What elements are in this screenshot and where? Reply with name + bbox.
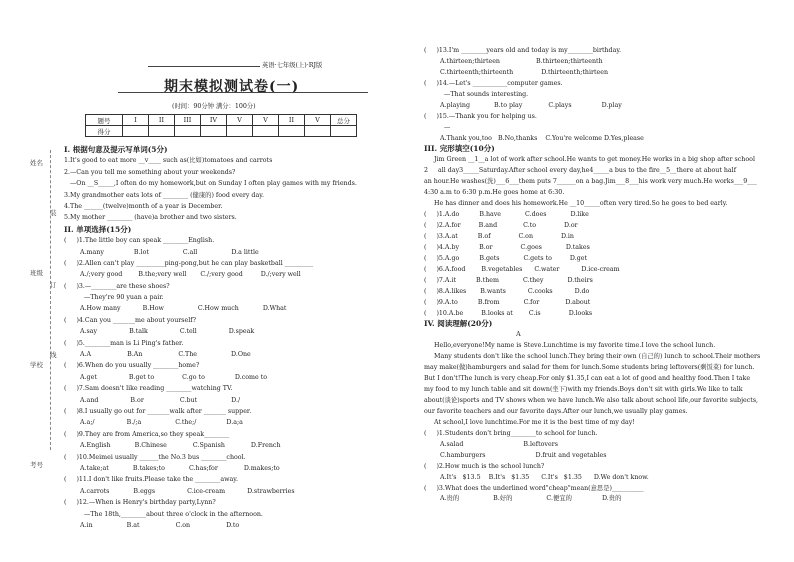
text-line: — <box>424 123 451 131</box>
score-cell <box>149 126 175 137</box>
text-line: —That sounds interesting. <box>424 90 529 98</box>
text-line: ( )4.A.by B.or C.goes D.takes <box>424 243 590 251</box>
gutter-label-class: 班级 <box>30 269 43 277</box>
text-line: A.Thank you,too B.No,thanks C.You're welcome D.Yes,please <box>424 134 644 142</box>
score-table <box>85 114 357 137</box>
text-line: ( )2.A.for B.and C.to D.or <box>424 222 578 229</box>
text-line: about(谈论)sports and TV shows when we have lunch.We also talk about school life,our favorite subjects, <box>424 397 759 404</box>
score-cell <box>175 126 201 137</box>
text-line: ( )2.Allen can't play _________ping-pong,but he can play basketball _________ <box>64 259 314 267</box>
score-cell <box>279 126 305 137</box>
text-line: ( )3.A.at B.of C.on D.in <box>424 232 574 240</box>
text-line: ( )3.What does the underlined word"cheap"mean(意思是)__________ <box>424 484 644 492</box>
text-line: C.hamburgers D.fruit and vegetables <box>424 451 607 459</box>
text-line: ( )5.________man is Li Ping's father. <box>64 339 184 347</box>
text-line: ( )9.A.to B.from C.for D.about <box>424 298 591 306</box>
text-line: ( )12.—When is Henry's birthday party,Lynn? <box>64 499 216 507</box>
text-line: A.many B.lot C.all D.a little <box>64 248 259 256</box>
text-line: 3.My grandmother eats lots of ________ (健康的) food every day. <box>64 191 264 199</box>
score-cell <box>201 126 227 137</box>
text-line: ( )1.The little boy can speak ________English. <box>64 237 215 245</box>
score-cell: V <box>227 115 253 126</box>
section-heading: IV. 阅读理解(20分) <box>424 319 493 329</box>
text-line: Jim Green __1__a lot of work after school.He wants to get money.He works in a big shop after school <box>424 156 755 164</box>
gutter-label-xian: 线 <box>50 351 57 359</box>
text-line: ( )8.I usually go out for _______walk after _______ supper. <box>64 407 252 415</box>
text-line: ( )3.—________are these shoes? <box>64 282 170 290</box>
text-line: A.salad B.leftovers <box>424 440 558 448</box>
header-rule <box>118 92 368 93</box>
text-line: ( )10.Meimei usually ______the No.3 bus ________chool. <box>64 453 246 461</box>
text-line: C.thirteenth;thirteenth D.thirteenth;thirteen <box>424 68 609 76</box>
text-line: ( )9.They are from America,so they speak________ <box>64 430 230 438</box>
score-cell <box>123 126 149 137</box>
text-line: ( )1.A.do B.have C.does D.like <box>424 211 589 219</box>
score-cell: 题号 <box>86 115 123 126</box>
score-table-score-row <box>86 126 357 137</box>
text-line: our favorite teachers and our favorite days.After our lunch,we usually play games. <box>424 407 688 415</box>
text-line: ( )5.A.go B.gets C.gets to D.get <box>424 254 588 262</box>
text-line: ( )6.A.food B.vegetables C.water D.ice-cream <box>424 265 620 273</box>
score-cell: IV <box>201 115 227 126</box>
text-line: He has dinner and does his homework.He __10_____often very tired.So he goes to bed early. <box>424 200 728 208</box>
text-line: At school,I love lunchtime.For me it is the best time of my day! <box>424 418 635 426</box>
text-line: Hello,everyone!My name is Steve.Lunchtime is my favorite time.I love the school lunch. <box>424 342 716 350</box>
text-line: ( )13.I'm ________years old and today is my________birthday. <box>424 47 622 54</box>
text-line: A.in B.at C.on D.to <box>64 521 240 529</box>
score-cell: II <box>279 115 305 126</box>
section-heading: III. 完形填空(10分) <box>424 144 495 154</box>
text-line: ( )6.When do you usually ________home? <box>64 362 200 370</box>
text-line: A.A B.An C.The D.One <box>64 351 251 359</box>
text-line: A.How many B.How C.How much D.What <box>64 305 287 313</box>
text-line: an hour.He washes(洗)___6___them puts 7______on a bag.Jim___8___his work very much.He works___9___ <box>424 178 757 186</box>
text-line: —The 18th,________about three o'clock in the afternoon. <box>64 510 263 518</box>
score-cell: V <box>305 115 331 126</box>
score-cell: I <box>123 115 149 126</box>
text-line: But I don't!The lunch is very cheap.For only $1.35,I can eat a lot of good and healthy food.Then I take <box>424 375 751 383</box>
text-line: ( )15.—Thank you for helping us. <box>424 112 537 120</box>
text-line: A <box>424 331 521 339</box>
score-cell: 总分 <box>331 115 357 126</box>
gutter-label-ding: 订 <box>50 281 57 289</box>
text-line: A.It's $13.5 B.It's $1.35 C.It's $1.35 D.We don't know. <box>424 473 649 481</box>
subtitle: 英语·七年级(上)·RJ版 <box>262 62 323 69</box>
text-line: A.a;/ B./;a C.the;/ D.a;a <box>64 419 243 427</box>
text-line: A.English B.Chinese C.Spanish D.French <box>64 442 281 450</box>
left-column <box>64 144 409 531</box>
text-line: A.get B.get to C.go to D.come to <box>64 373 268 381</box>
score-cell: V <box>253 115 279 126</box>
section-heading: II. 单项选择(15分) <box>64 224 132 234</box>
score-cell: II <box>149 115 175 126</box>
text-line: 5.My mother ________ (have)a brother and two sisters. <box>64 214 237 222</box>
gutter-label-school: 学校 <box>30 361 43 369</box>
text-line: 4:30 a.m to 6:30 p.m.He goes home at 6:30. <box>424 189 565 197</box>
text-line: A./;very good B.the;very well C./;very good D./;very well <box>64 271 301 279</box>
text-line: ( )7.Sam doesn't like reading ________watching TV. <box>64 385 233 393</box>
text-line: ( )10.A.be B.looks at C.is D.looks <box>424 309 593 317</box>
text-line: ( )1.Students don't bring________to school for lunch. <box>424 429 598 437</box>
text-line: A.thirteen;thirteen B.thirteen;thirteenth <box>424 57 603 65</box>
exam-info: (时间：90分钟 满分：100分) <box>172 103 256 110</box>
text-line: A.carrots B.eggs C.ice-cream D.strawberries <box>64 487 295 495</box>
text-line: ( )11.I don't like fruits.Please take the ________away. <box>64 476 238 484</box>
text-line: A.playing B.to play C.plays D.play <box>424 101 622 109</box>
text-line: 1.It's good to eat more __v____ such as(比如)tomatoes and carrots <box>64 157 273 165</box>
text-line: 2 all day3_____Saturday.After school every day,he4_____a bus to the fire__5__there at about half <box>424 167 737 175</box>
score-cell: 得分 <box>86 126 123 137</box>
text-line: may make(做)hamburgers and salad for them for lunch.Some students bring leftovers(剩饭菜) for lunch. <box>424 364 755 372</box>
text-line: ( )8.A.likes B.wants C.cooks D.do <box>424 287 590 295</box>
text-line: —On __S_____,I often do my homework,but on Sunday I often play games with my friends. <box>64 180 357 188</box>
gutter-label-name: 姓名 <box>30 159 43 167</box>
text-line: —They're 90 yuan a pair. <box>64 294 164 302</box>
score-table-header-row <box>86 115 357 126</box>
score-cell <box>227 126 253 137</box>
text-line: ( )2.How much is the school lunch? <box>424 462 545 470</box>
score-cell <box>305 126 331 137</box>
header-rule-left <box>148 66 260 67</box>
section-heading: I. 根据句意及提示写单词(5分) <box>64 145 168 154</box>
page-title: 期末模拟测试卷(一) <box>164 79 300 95</box>
gutter-label-number: 考号 <box>30 461 43 469</box>
text-line: my food to my lunch table and sit down(坐下)with my friends.Boys don't sit with girls.We like to talk <box>424 386 743 394</box>
text-line: A.take;at B.takes;to C.has;for D.makes;to <box>64 464 280 472</box>
text-line: 4.The ______(twelve)month of a year is December. <box>64 202 223 210</box>
right-column <box>424 46 786 505</box>
text-line: ( )4.Can you _______me about yourself? <box>64 316 196 324</box>
cut-line <box>50 150 51 450</box>
text-line: A.say B.talk C.tell D.speak <box>64 328 255 336</box>
binding-gutter <box>0 0 68 562</box>
text-line: A.贵的 B.好的 C.便宜的 D.贵的 <box>424 495 622 503</box>
gutter-label-zhuang: 装 <box>50 209 57 217</box>
score-cell <box>253 126 279 137</box>
score-cell: III <box>175 115 201 126</box>
text-line: ( )14.—Let's ___________computer games. <box>424 79 563 87</box>
text-line: A.and B.or C.but D./ <box>64 396 241 404</box>
text-line: ( )7.A.it B.them C.they D.theirs <box>424 276 593 284</box>
text-line: Many students don't like the school lunch.They bring their own (自己的) lunch to school.Their mothers <box>424 353 761 361</box>
score-cell <box>331 126 357 137</box>
text-line: 2.—Can you tell me something about your weekends? <box>64 168 236 176</box>
